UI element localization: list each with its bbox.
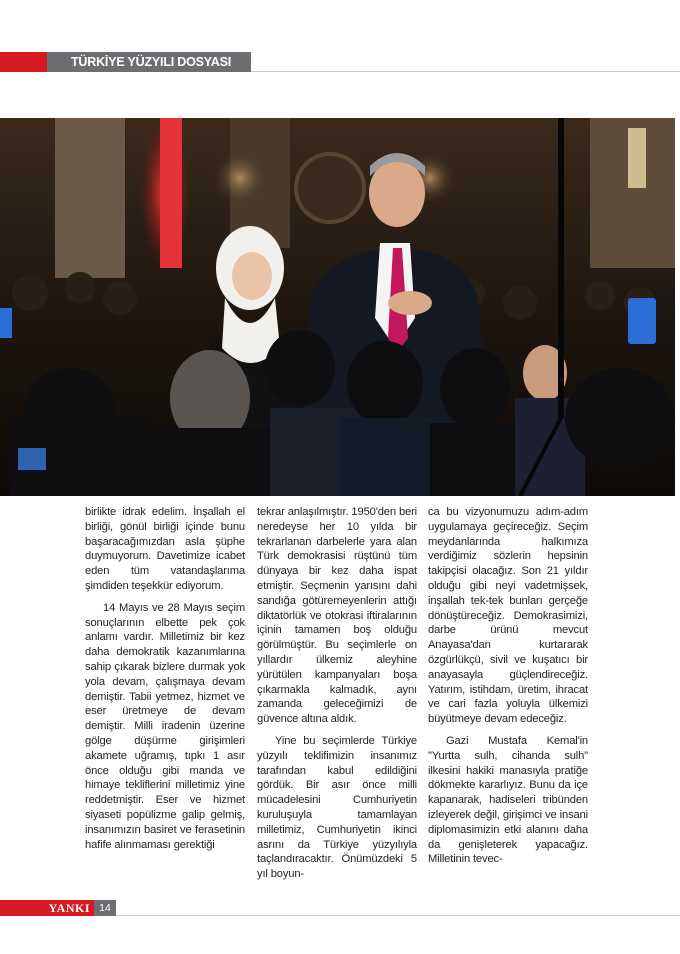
paragraph: 14 Mayıs ve 28 Mayıs seçim sonuçlarının elbette pek çok anlamı vardır. Milletimiz bir kez daha demokratik kazanımlarına sahip çıkarak bizlere durmak yok yola devam, çalışmaya devam demiştir. Tabii yetmez, hizmet ve eser üretmeye de devam demiştir. Milli iradenin üzerine gölge düşürme girişimleri akamete uğramış, tıpkı 1 asır önce olduğu gibi manda ve himaye tekliflerini milletimiz yine reddetmiştir. Eser ve hizmet siyaseti popülizme galip gelmiş, insanımızın basiret ve ferasetinin hafife alınmaması gerektiği (85, 601, 245, 851)
page-footer (0, 900, 680, 916)
magazine-name: YANKI (0, 900, 94, 916)
paragraph: ca bu vizyonumuzu adım-adım uygulamaya geçireceğiz. Seçim meydanlarında halkımıza verdiğimiz sözlerin hepsinin takipçisi olacağız. Son 21 yıldır olduğu gibi neyi vadetmişsek, inşallah tek-tek bunları gerçeğe dönüştüreceğiz. Demokrasimizi, darbe ürünü mevcut Anayasa'dan kurtararak özgürlükçü, sivil ve kuşatıcı bir anayasayla güçlendireceğiz. Yatırım, istihdam, üretim, ihracat ve cari fazla yoluyla ülkemizi büyütmeye devam edeceğiz. (428, 506, 588, 726)
section-header (0, 52, 680, 72)
page-number: 14 (94, 900, 116, 916)
paragraph: birlikte idrak edelim. İnşallah el birliği, gönül birliği içinde bunu başaracağımızdan asla şüphe duymuyorum. Davetimize icabet eden tüm vatandaşlarıma şimdiden teşekkür ediyorum. (85, 506, 245, 592)
paragraph: tekrar anlaşılmıştır. 1950'den beri neredeyse her 10 yılda bir tekrarlanan darbelerle yara alan Türk demokrasisi rüştünü tüm dünyaya bir kez daha ispat etmiştir. Seçmenin yarısını dahi sandığa götüremeyenlerin attığı diktatörlük ve otokrasi iftiralarının içinin tamamen boş olduğu görülmüştür. Bu seçimlerle on yıllardır ülkemiz aleyhine yürütülen kampanyaları boşa çıkarmakla kalmadık, aynı zamanda geleceğimizi de güvence altına aldık. (257, 506, 417, 726)
paragraph: Gazi Mustafa Kemal'in "Yurtta sulh, cihanda sulh" ilkesini hakiki manasıyla pratiğe dökmekte kararlıyız. Bunu da içe kapanarak, hadiseleri tribünden izleyerek değil, girişimci ve insani diplomasimizin etki alanını daha da genişleterek yapacağız. Milletinin tevec- (428, 734, 588, 866)
footer-rule (116, 915, 680, 916)
text-column-2 (257, 505, 417, 882)
article-photo (0, 118, 675, 496)
section-title: TÜRKİYE YÜZYILI DOSYASI (47, 52, 251, 72)
header-accent-block (0, 52, 47, 72)
header-rule (251, 71, 680, 72)
text-column-1 (85, 505, 245, 852)
paragraph: Yine bu seçimlerde Türkiye yüzyılı teklifimizin insanımız tarafından kabul edildiğini gördük. Bir asır önce milli mücadelesini Cumhuriyetin kuruluşuyla tamamlayan milletimiz, Cumhuriyetin ikinci asrını da Türkiye yüzyılıyla taçlandıracaktır. Önümüzdeki 5 yıl boyun- (257, 734, 417, 881)
text-column-3 (428, 505, 588, 867)
